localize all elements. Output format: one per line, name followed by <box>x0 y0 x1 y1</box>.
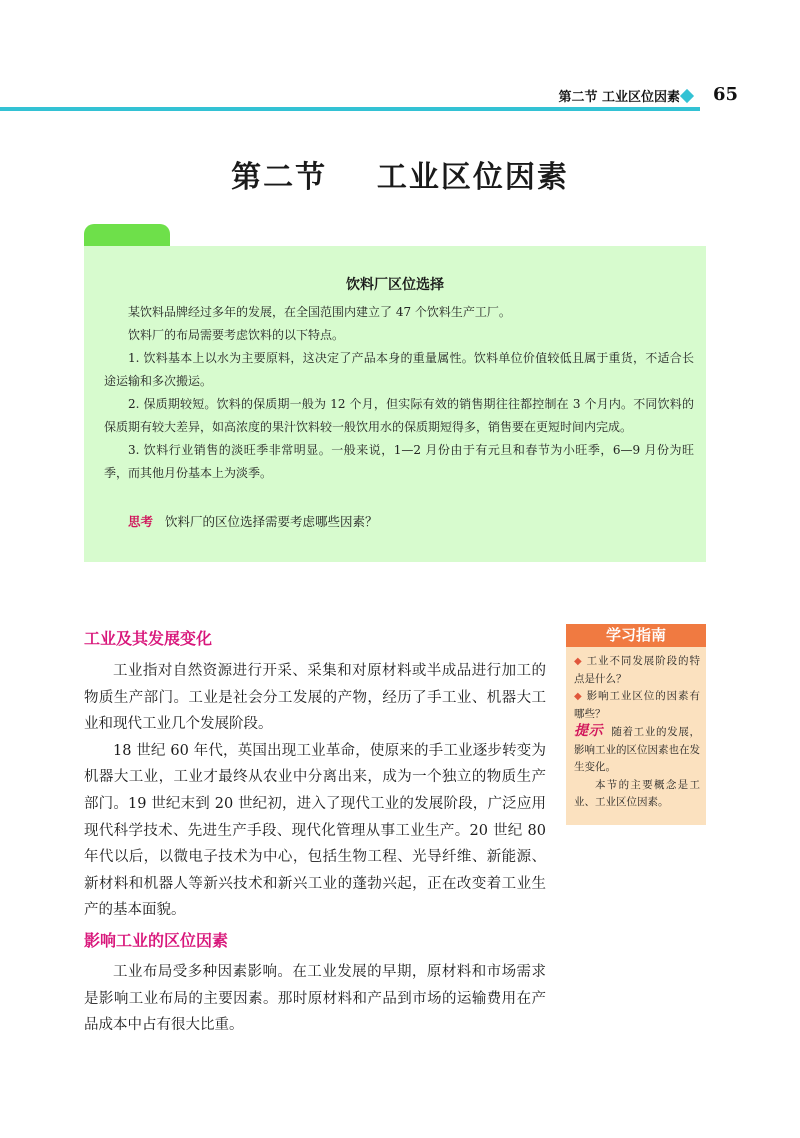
study-guide-title: 学习指南 <box>566 624 706 647</box>
case-study-box <box>84 246 706 562</box>
body-paragraph: 工业指对自然资源进行开采、采集和对原材料或半成品进行加工的物质生产部门。工业是社会分工发展的产物，经历了手工业、机器大工业和现代工业几个发展阶段。 <box>84 663 546 733</box>
case-study-title: 饮料厂区位选择 <box>346 277 444 293</box>
bullet-diamond-icon: ◆ <box>574 656 583 667</box>
page-number: 65 <box>713 84 739 105</box>
section-heading-location-factors: 影响工业的区位因素 <box>84 931 229 950</box>
case-paragraph: 3. 饮料行业销售的淡旺季非常明显。一般来说，1—2 月份由于有元旦和春节为小旺季，6—9 月份为旺季，而其他月份基本上为淡季。 <box>104 443 694 480</box>
section1-body <box>84 658 546 924</box>
bullet-diamond-icon: ◆ <box>574 691 583 702</box>
guide-tip <box>574 723 700 777</box>
case-paragraph: 2. 保质期较短。饮料的保质期一般为 12 个月，但实际有效的销售期往往都控制在 3 个月内。不同饮料的保质期有较大差异，如高浓度的果汁饮料较一般饮用水的保质期短得多，销售要在更短时间内完成。 <box>104 397 694 434</box>
guide-item: ◆ 工业不同发展阶段的特点是什么？ <box>574 655 700 685</box>
header-rule <box>0 107 700 111</box>
case-study-body <box>104 301 694 485</box>
body-paragraph: 工业布局受多种因素影响。在工业发展的早期，原材料和市场需求是影响工业布局的主要因素。那时原材料和产品到市场的运输费用在产品成本中占有很大比重。 <box>84 964 546 1034</box>
guide-concepts: 本节的主要概念是工业、工业区位因素。 <box>574 778 700 808</box>
think-text: 饮料厂的区位选择需要考虑哪些因素？ <box>165 514 378 529</box>
think-label: 思考 <box>128 514 154 529</box>
body-paragraph: 18 世纪 60 年代，英国出现工业革命，使原来的手工业逐步转变为机器大工业，工业才最终从农业中分离出来，成为一个独立的物质生产部门。19 世纪末到 20 世纪初，进入了现代工业的发展阶段，广泛应用现代科学技术、先进生产手段、现代化管理从事工业生产。20 世纪 80 年代以后，以微电子技术为中心，包括生物工程、光导纤维、新能源、新材料和机器人等新兴技术和新兴工业的蓬勃兴起，正在改变着工业生产的基本面貌。 <box>84 742 546 919</box>
think-question <box>128 512 378 530</box>
case-paragraph: 1. 饮料基本上以水为主要原料，这决定了产品本身的重量属性。饮料单位价值较低且属于重货，不适合长途运输和多次搬运。 <box>104 351 694 388</box>
case-paragraph: 某饮料品牌经过多年的发展，在全国范围内建立了 47 个饮料生产工厂。 <box>128 305 511 319</box>
diamond-icon <box>680 89 694 103</box>
running-header-section: 第二节 工业区位因素 <box>558 90 680 105</box>
section-heading-industry: 工业及其发展变化 <box>84 629 213 648</box>
case-paragraph: 饮料厂的布局需要考虑饮料的以下特点。 <box>128 328 345 342</box>
section2-body <box>84 959 546 1039</box>
guide-item: ◆ 影响工业区位的因素有哪些？ <box>574 690 700 720</box>
page-title: 第二节 工业区位因素 <box>231 160 569 195</box>
tip-label: 提示 <box>574 723 604 739</box>
tip-text: 随着工业的发展，影响工业的区位因素也在发生变化。 <box>574 726 701 773</box>
study-guide-box <box>566 647 706 825</box>
